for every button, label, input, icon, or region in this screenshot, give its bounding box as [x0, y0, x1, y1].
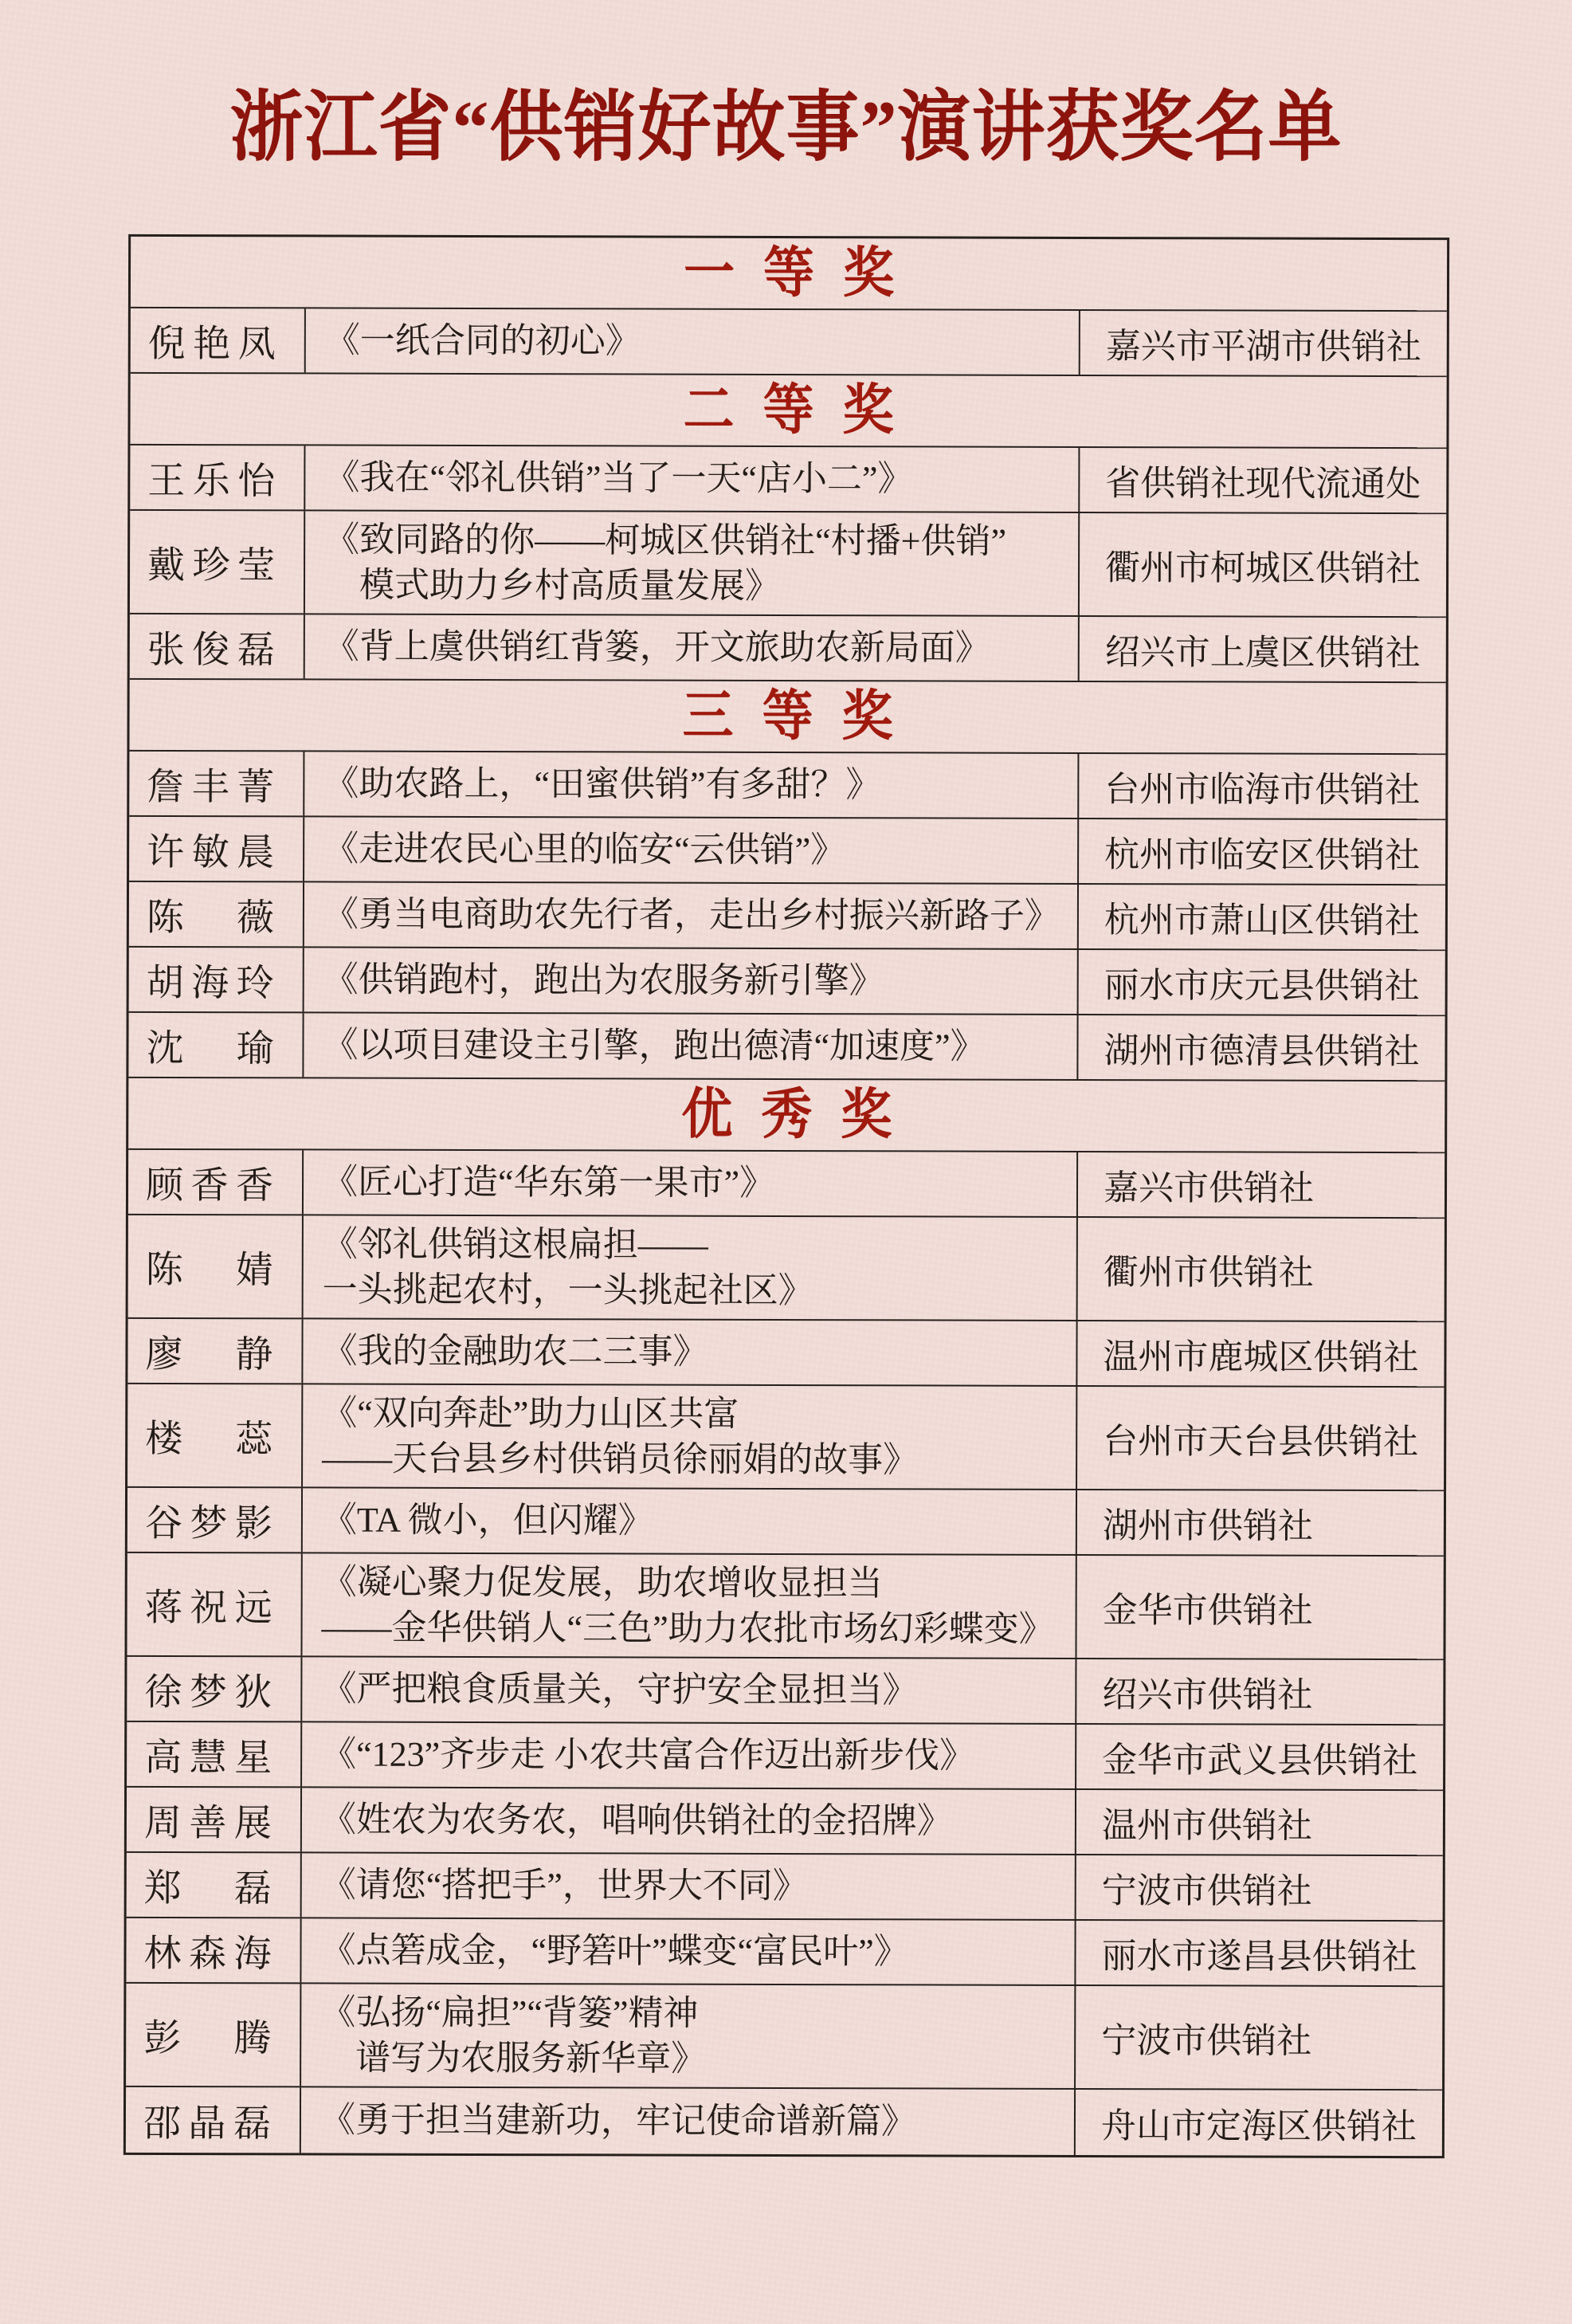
speech-title: 《以项目建设主引擎，跑出德清“加速度”》: [304, 1014, 1078, 1080]
speech-title: 《一纸合同的初心》: [305, 309, 1080, 375]
awardee-name: 顾香香: [127, 1150, 303, 1215]
speech-title: 《“双向奔赴”助力山区共富 ——天台县乡村供销员徐丽娟的故事》: [303, 1385, 1077, 1490]
table-row: [127, 1319, 1444, 1388]
speech-title: 《请您“搭把手”，世界大不同》: [301, 1854, 1076, 1920]
awardee-name: 周善展: [126, 1788, 301, 1852]
speech-title: 《匠心打造“华东第一果市”》: [303, 1151, 1077, 1217]
awardee-name: 廖静: [127, 1319, 303, 1384]
section-header-excellence: [128, 1078, 1445, 1153]
table-row: [127, 1215, 1444, 1322]
table-row: [128, 1013, 1445, 1082]
organization-name: 丽水市遂昌县供销社: [1100, 1937, 1417, 1977]
speech-title: 《TA 微小，但闪耀》: [302, 1489, 1076, 1555]
organization-name: 省供销社现代流通处: [1104, 464, 1421, 504]
awardee-name: 詹丰菁: [129, 752, 304, 816]
table-row: [126, 1788, 1442, 1856]
table-row: [127, 1722, 1443, 1791]
organization-name: 丽水市庆元县供销社: [1104, 966, 1420, 1007]
section-header-label: 一等奖: [683, 242, 923, 304]
organization-name: 台州市天台县供销社: [1102, 1422, 1418, 1462]
table-row: [126, 1984, 1442, 2090]
table-row: [129, 511, 1445, 618]
awardee-name: 郑磊: [126, 1853, 301, 1918]
organization-name: 温州市供销社: [1101, 1806, 1312, 1846]
speech-title: 《点箬成金，“野箬叶”蝶变“富民叶”》: [301, 1919, 1076, 1985]
speech-title: 《“123”齐步走 小农共富合作迈出新步伐》: [302, 1723, 1076, 1789]
awardee-name: 戴珍莹: [129, 511, 304, 614]
scanned-page: [0, 83, 1572, 2324]
awardee-name: 沈瑜: [128, 1013, 304, 1078]
organization-name: 杭州市临安区供销社: [1104, 835, 1420, 876]
organization-name: 湖州市供销社: [1102, 1506, 1313, 1546]
speech-title: 《走进农民心里的临安“云供销”》: [304, 818, 1079, 884]
table-row: [127, 1488, 1443, 1557]
organization-name: 嘉兴市平湖市供销社: [1105, 327, 1421, 367]
awardee-name: 邵晶磊: [125, 2087, 300, 2153]
section-header-label: 二等奖: [682, 379, 923, 442]
speech-title: 《勇于担当建新功，牢记使命谱新篇》: [300, 2088, 1075, 2156]
awardee-name: 徐梦狄: [127, 1657, 302, 1721]
speech-title: 《我的金融助农二三事》: [303, 1320, 1077, 1386]
table-row: [126, 1853, 1442, 1922]
table-row: [127, 1384, 1444, 1491]
organization-name: 绍兴市上虞区供销社: [1104, 633, 1421, 673]
awardee-name: 楼蕊: [127, 1384, 303, 1487]
organization-name: 宁波市供销社: [1101, 1871, 1312, 1911]
table-row: [129, 752, 1445, 820]
awardee-name: 王乐怡: [130, 446, 305, 510]
organization-name: 杭州市萧山区供销社: [1104, 901, 1420, 941]
speech-title: 《致同路的你——柯城区供销社“村播+供销” 模式助力乡村高质量发展》: [304, 512, 1079, 616]
organization-name: 湖州市德清县供销社: [1103, 1031, 1420, 1072]
awardee-name: 陈婧: [127, 1215, 303, 1318]
awardee-name: 谷梦影: [127, 1488, 302, 1553]
table-row: [130, 308, 1446, 377]
organization-name: 金华市供销社: [1102, 1591, 1313, 1631]
awardee-name: 林森海: [126, 1918, 301, 1983]
organization-name: 嘉兴市供销社: [1103, 1168, 1314, 1208]
awardee-name: 倪艳凤: [130, 308, 305, 373]
speech-title: 《背上虞供销红背篓，开文旅助农新局面》: [304, 615, 1079, 681]
table-row: [129, 614, 1445, 683]
award-table: [123, 234, 1449, 2158]
table-row: [126, 1918, 1442, 1987]
page-title: 浙江省“供销好故事”演讲获奖名单: [229, 84, 1343, 171]
organization-name: 绍兴市供销社: [1101, 1675, 1312, 1715]
organization-name: 衢州市供销社: [1103, 1253, 1314, 1293]
section-header-first-prize: [130, 237, 1446, 312]
speech-title: 《弘扬“扁担”“背篓”精神 谱写为农服务新华章》: [301, 1984, 1076, 2089]
awardee-name: 高慧星: [127, 1722, 302, 1787]
awardee-name: 陈薇: [128, 882, 304, 947]
awardee-name: 胡海玲: [128, 948, 304, 1012]
organization-name: 舟山市定海区供销社: [1100, 2106, 1417, 2147]
organization-name: 台州市临海市供销社: [1104, 770, 1420, 811]
awardee-name: 张俊磊: [129, 614, 304, 679]
speech-title: 《姓农为农务农，唱响供销社的金招牌》: [301, 1788, 1076, 1855]
awardee-name: 彭腾: [126, 1984, 301, 2086]
table-row: [127, 1657, 1443, 1725]
section-header-label: 三等奖: [681, 685, 922, 748]
table-row: [130, 446, 1446, 514]
organization-name: 衢州市柯城区供销社: [1104, 548, 1421, 589]
section-header-second-prize: [130, 374, 1446, 449]
table-row: [125, 2087, 1441, 2156]
speech-title: 《助农路上，“田蜜供销”有多甜？》: [304, 752, 1079, 819]
speech-title: 《勇当电商助农先行者，走出乡村振兴新路子》: [304, 883, 1078, 949]
organization-name: 金华市武义县供销社: [1101, 1741, 1417, 1781]
table-row: [127, 1553, 1443, 1660]
awardee-name: 许敏晨: [129, 817, 304, 881]
speech-title: 《供销跑村，跑出为农服务新引擎》: [304, 948, 1078, 1015]
speech-title: 《我在“邻礼供销”当了一天“店小二”》: [305, 446, 1080, 512]
organization-name: 温州市鹿城区供销社: [1102, 1337, 1419, 1378]
awardee-name: 蒋祝远: [127, 1553, 302, 1656]
table-row: [128, 948, 1445, 1016]
table-row: [127, 1150, 1444, 1219]
speech-title: 《邻礼供销这根扁担—— 一头挑起农村，一头挑起社区》: [303, 1216, 1077, 1321]
section-header-label: 优秀奖: [680, 1084, 920, 1146]
table-row: [128, 882, 1445, 951]
table-row: [129, 817, 1445, 885]
section-header-third-prize: [129, 680, 1445, 755]
speech-title: 《凝心聚力促发展，助农增收显担当 ——金华供销人“三色”助力农批市场幻彩蝶变》: [302, 1554, 1076, 1659]
organization-name: 宁波市供销社: [1100, 2021, 1311, 2061]
speech-title: 《严把粮食质量关，守护安全显担当》: [302, 1658, 1076, 1724]
